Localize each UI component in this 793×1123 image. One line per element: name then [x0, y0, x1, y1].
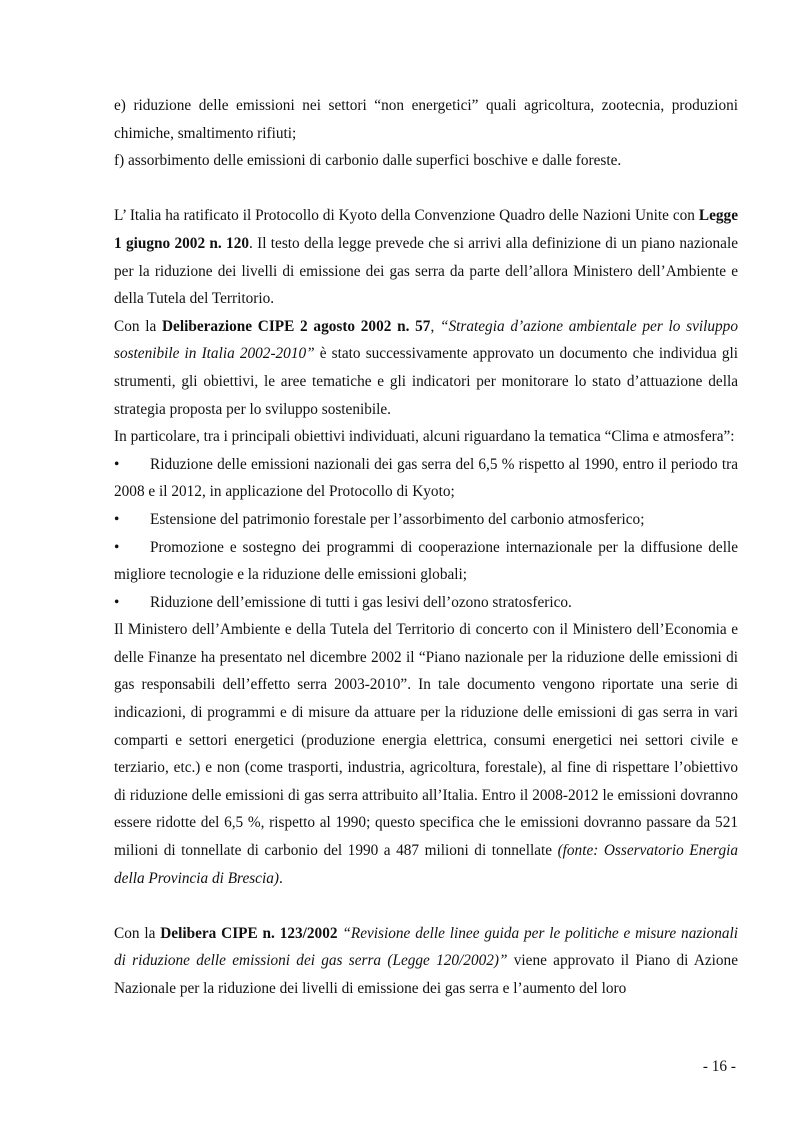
law-reference: Legge 1 giugno 2002 n. 120: [114, 207, 738, 252]
text: Il Ministero dell’Ambiente e della Tutela del Territorio di concerto con il Ministero dell’Economia e delle Finanze ha presentato nel dicembre 2002 il “Piano nazionale per la riduzione delle emissioni di gas responsabili dell’effetto serra 2003-2010”. In tale documento vengono riportate una serie di indicazioni, di programmi e di misure da attuare per la riduzione delle emissioni di gas serra in vari comparti e settori energetici (produzione energia elettrica, consumi energetici nei settori civile e terziario, etc.) e non (come trasporti, industria, agricoltura, forestale), al fine di rispettare l’obiettivo di riduzione delle emissioni di gas serra attribuito all’Italia. Entro il 2008-2012 le emissioni dovranno essere ridotte del 6,5 %, rispetto al 1990; questo specifica che le emissioni dovranno passare da 521 milioni di tonnellate di carbonio del 1990 a 487 milioni di tonnellate: [114, 621, 738, 860]
bullet-item: [114, 534, 738, 589]
paragraph-ratification: [114, 202, 738, 312]
bullet-icon: •: [114, 593, 120, 611]
text: viene approvato il Piano di Azione Nazionale per la riduzione dei livelli di emissione dei gas serra e l’aumento del loro: [114, 952, 738, 997]
document-body: [114, 92, 738, 1003]
paragraph-deliberation: [114, 313, 738, 423]
bullet-icon: •: [114, 538, 120, 556]
paragraph-national-plan: [114, 616, 738, 892]
bullet-text: Riduzione dell’emissione di tutti i gas lesivi dell’ozono stratosferico.: [150, 593, 572, 611]
bullet-text: Promozione e sostegno dei programmi di cooperazione internazionale per la diffusione delle migliore tecnologie e la riduzione delle emissioni globali;: [114, 538, 738, 584]
paragraph-delibera-123: [114, 920, 738, 1003]
bullet-icon: •: [114, 455, 120, 473]
bullet-text: Riduzione delle emissioni nazionali dei gas serra del 6,5 % rispetto al 1990, entro il periodo tra 2008 e il 2012, in applicazione del Protocollo di Kyoto;: [114, 455, 738, 501]
bullet-icon: •: [114, 510, 120, 528]
spacer: [114, 175, 738, 203]
strategy-title: “Strategia d’azione ambientale per lo sviluppo sostenibile in Italia 2002-2010”: [114, 317, 738, 363]
guidelines-title: “Revisione delle linee guida per le politiche e misure nazionali di riduzione delle emissioni dei gas serra (Legge 120/2002)”: [114, 924, 739, 970]
list-item-f: f) assorbimento delle emissioni di carbonio dalle superfici boschive e dalle foreste.: [114, 152, 622, 170]
bullet-text: Estensione del patrimonio forestale per l’assorbimento del carbonio atmosferico;: [150, 510, 645, 528]
text: Con la: [114, 924, 161, 942]
bullet-item: [114, 589, 738, 617]
text: ,: [430, 317, 440, 335]
text: è stato successivamente approvato un documento che individua gli strumenti, gli obiettivi, le aree tematiche e gli indicatori per monitorare lo stato d’attuazione della strategia proposta per lo sviluppo sostenibile.: [114, 345, 738, 418]
paragraph-objectives-intro: In particolare, tra i principali obiettivi individuati, alcuni riguardano la tematica “Clima e atmosfera”:: [114, 428, 735, 446]
text: .: [278, 869, 283, 887]
list-item-e: e) riduzione delle emissioni nei settori “non energetici” quali agricoltura, zootecnia, produzioni chimiche, smaltimento rifiuti;: [114, 97, 738, 142]
text: Con la: [114, 317, 162, 335]
bullet-item: [114, 451, 738, 506]
deliberation-reference: Deliberazione CIPE 2 agosto 2002 n. 57: [162, 317, 431, 335]
page-number: - 16 -: [702, 1058, 736, 1075]
delibera-reference: Delibera CIPE n. 123/2002: [160, 924, 338, 942]
bullet-item: [114, 506, 738, 534]
text: L’ Italia ha ratificato il Protocollo di Kyoto della Convenzione Quadro delle Nazioni Unite con: [114, 207, 699, 225]
source-citation: (fonte: Osservatorio Energia della Provincia di Brescia): [114, 842, 738, 887]
text: . Il testo della legge prevede che si arrivi alla definizione di un piano nazionale per la riduzione dei livelli di emissione dei gas serra da parte dell’allora Ministero dell’Ambiente e della Tutela del Territorio.: [114, 234, 738, 308]
spacer: [114, 892, 738, 920]
